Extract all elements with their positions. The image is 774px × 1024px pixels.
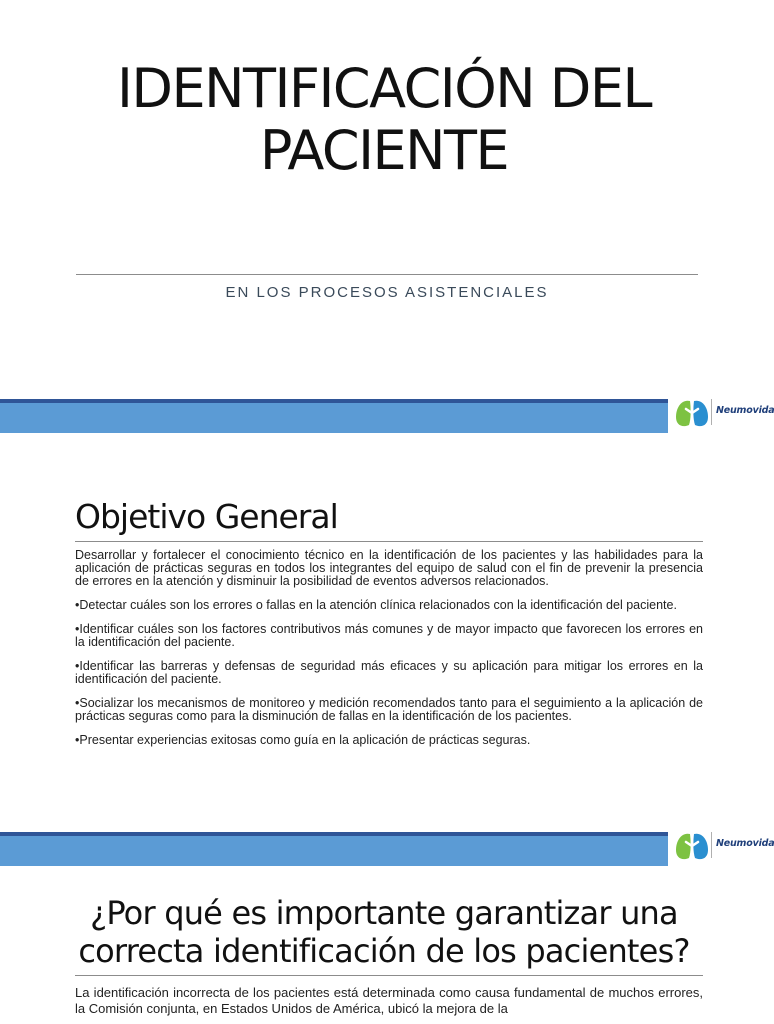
objective-bullet: •Detectar cuáles son los errores o fallas en la atención clínica relacionados con la identificación del paciente. bbox=[75, 598, 677, 612]
slide1-title-line1: IDENTIFICACIÓN DEL bbox=[116, 57, 652, 120]
neumovida-logo bbox=[670, 393, 774, 433]
slide1-subtitle: EN LOS PROCESOS ASISTENCIALES bbox=[225, 284, 549, 301]
logo-separator bbox=[711, 399, 712, 425]
logo-wordmark: Neumovida bbox=[716, 838, 774, 849]
slide1-title bbox=[0, 58, 768, 182]
slide3-divider bbox=[75, 975, 703, 976]
slide2-title: Objetivo General bbox=[75, 497, 338, 536]
objective-bullet: •Socializar los mecanismos de monitoreo y medición recomendados tanto para el seguimiento a la aplicación de prácticas seguras como para la disminución de fallas en la identificación de los pacientes. bbox=[75, 696, 703, 723]
objective-paragraph: Desarrollar y fortalecer el conocimiento técnico en la identificación de los pacientes y las habilidades para la aplicación de prácticas seguras en todos los integrantes del equipo de salud con el fin de prevenir la presencia de errores en la atención y disminuir la posibilidad de eventos adversos relacionados. bbox=[75, 548, 703, 588]
slide3-body: La identificación incorrecta de los pacientes está determinada como causa fundamental de muchos errores, la Comisión conjunta, en Estados Unidos de América, ubicó la mejora de la bbox=[75, 985, 703, 1016]
slide1-divider bbox=[76, 274, 698, 275]
objective-bullet: •Presentar experiencias exitosas como guía en la aplicación de prácticas seguras. bbox=[75, 733, 531, 747]
slide2-divider bbox=[75, 541, 703, 542]
slide3-title-line1: ¿Por qué es importante garantizar una bbox=[90, 894, 678, 932]
logo-wordmark: Neumovida bbox=[716, 405, 774, 416]
lungs-icon bbox=[672, 828, 712, 864]
objective-bullet: •Identificar cuáles son los factores contributivos más comunes y de mayor impacto que favorecen los errores en la identificación del paciente. bbox=[75, 622, 703, 649]
slide-footer-band bbox=[0, 399, 774, 433]
slide3-title bbox=[0, 894, 768, 970]
slide-footer-band bbox=[0, 832, 774, 866]
slide1-title-line2: PACIENTE bbox=[259, 119, 509, 182]
band-blue-stripe bbox=[0, 403, 668, 433]
slide3-title-line2: correcta identificación de los pacientes? bbox=[78, 932, 690, 970]
objective-bullet: •Identificar las barreras y defensas de seguridad más eficaces y su aplicación para mitigar los errores en la identificación del paciente. bbox=[75, 659, 703, 686]
neumovida-logo bbox=[670, 826, 774, 866]
slide2-body bbox=[75, 549, 703, 758]
logo-separator bbox=[711, 832, 712, 858]
band-blue-stripe bbox=[0, 836, 668, 866]
lungs-icon bbox=[672, 395, 712, 431]
